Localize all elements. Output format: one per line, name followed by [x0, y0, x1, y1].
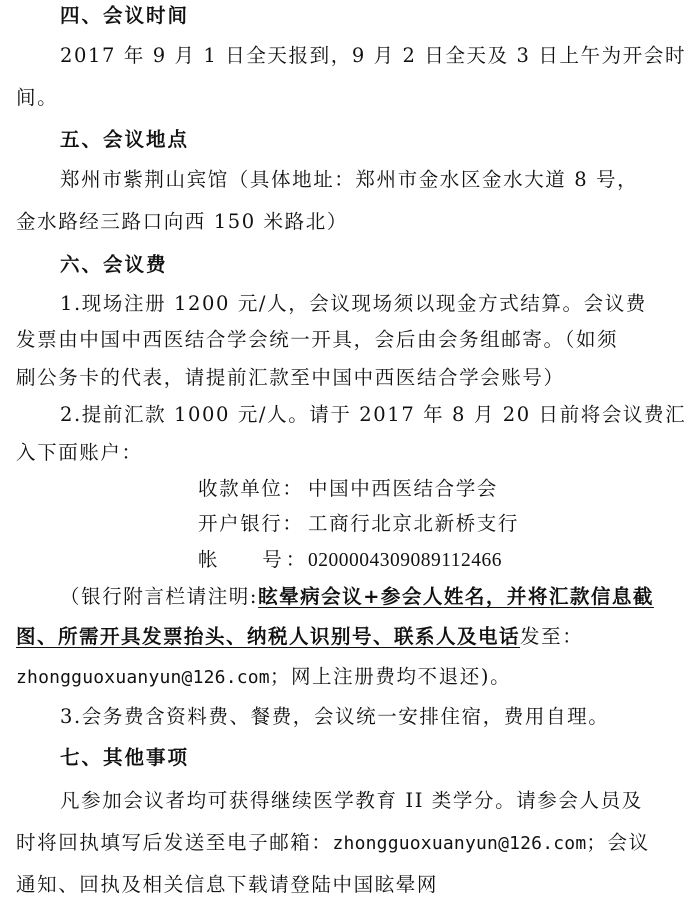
- fee-note-prefix: （银行附言栏请注明:: [60, 585, 259, 608]
- venue-text-line-1: 郑州市紫荆山宾馆（具体地址：郑州市金水区金水大道 8 号，: [60, 168, 639, 191]
- account-number-label: 帐 号：: [198, 548, 310, 571]
- section-heading-venue: 五、会议地点: [60, 128, 190, 151]
- other-email: zhongguoxuanyun@126.com: [332, 833, 587, 854]
- account-bank-value: 工商行北京北新桥支行: [308, 512, 520, 535]
- fee-item2-line-1: 2.提前汇款 1000 元/人。请于 2017 年 8 月 20 日前将会议费汇: [60, 403, 687, 426]
- account-number-row: [198, 548, 502, 573]
- time-text-line-2: 间。: [16, 86, 59, 109]
- fee-item1-line-1: 1.现场注册 1200 元/人，会议现场须以现金方式结算。会议费: [60, 292, 647, 315]
- account-bank-row: [198, 512, 519, 536]
- fee-note-email: zhongguoxuanyun@126.com: [16, 667, 270, 688]
- account-number-value: 0200004309089112466: [308, 550, 503, 571]
- fee-item2-line-2: 入下面账户：: [16, 441, 143, 464]
- venue-text-line-2: 金水路经三路口向西 150 米路北）: [16, 210, 348, 233]
- other-text-line-2-suffix: ；会议: [586, 831, 650, 854]
- section-heading-fee: 六、会议费: [60, 253, 168, 276]
- account-payee-row: [198, 477, 498, 501]
- other-text-line-1: 凡参加会议者均可获得继续医学教育 II 类学分。请参会人员及: [60, 789, 643, 812]
- account-payee-value: 中国中西医结合学会: [308, 477, 498, 500]
- other-text-line-3: 通知、回执及相关信息下载请登陆中国眩晕网: [16, 873, 439, 896]
- time-text-line-1: 2017 年 9 月 1 日全天报到，9 月 2 日全天及 3 日上午为开会时: [60, 44, 687, 67]
- account-bank-label: 开户银行：: [198, 512, 304, 535]
- section-heading-time: 四、会议时间: [60, 4, 190, 27]
- fee-note-tail: ；网上注册费均不退还)。: [269, 665, 512, 688]
- fee-note-line-1: [60, 585, 700, 609]
- fee-note-emphasis-1: 眩晕病会议+参会人姓名，并将汇款信息截: [258, 585, 654, 608]
- section-heading-other: 七、其他事项: [60, 746, 190, 769]
- other-text-line-2-prefix: 时将回执填写后发送至电子邮箱：: [16, 831, 333, 854]
- account-payee-label: 收款单位：: [198, 477, 304, 500]
- fee-note-line-2: [16, 625, 686, 649]
- fee-item1-line-2: 发票由中国中西医结合学会统一开具，会后由会务组邮寄。（如须: [16, 328, 619, 351]
- fee-item3: 3.会务费含资料费、餐费，会议统一安排住宿，费用自理。: [60, 705, 610, 728]
- fee-note-suffix: 发至：: [520, 625, 584, 648]
- other-text-line-2: [16, 831, 686, 856]
- fee-item1-line-3: 刷公务卡的代表，请提前汇款至中国中西医结合学会账号）: [16, 366, 565, 389]
- fee-note-emphasis-2: 图、所需开具发票抬头、纳税人识别号、联系人及电话: [16, 625, 521, 648]
- fee-note-line-3: [16, 665, 686, 690]
